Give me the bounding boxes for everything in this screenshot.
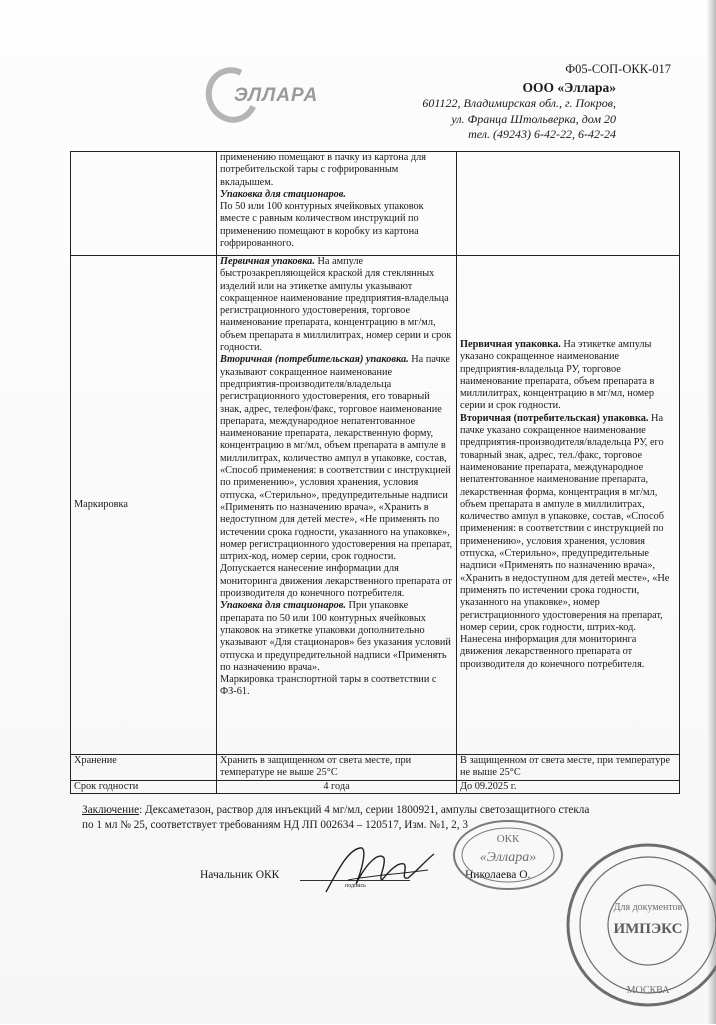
document-code: Ф05-СОП-ОКК-017 xyxy=(565,62,671,76)
cell-spec-packaging xyxy=(217,152,457,256)
table-row-packaging-cont xyxy=(71,152,680,256)
storage-result: В защищенном от света месте, при температуре не выше 25°С xyxy=(460,755,671,779)
storage-label: Хранение xyxy=(74,755,117,766)
result-primary-text: На этикетке ампулы указано сокращенное наименование предприятия-владельца РУ, торговое наименование препарата, объем препарата в миллилитрах, концентрацию в мг/мл, номер серии и срок годности. xyxy=(460,338,655,412)
cell-label-shelf-life xyxy=(71,780,217,793)
svg-text:ОКК: ОКК xyxy=(496,833,520,845)
spec-packaging-text: применению помещают в пачку из картона для потребительской тары с гофрированным вкладышем. xyxy=(220,152,427,188)
result-monitoring-text: Нанесена информация для мониторинга движения лекарственного препарата от производителя до конечного потребителя. xyxy=(460,634,645,670)
svg-text:Для документов: Для документов xyxy=(613,902,683,913)
cell-spec-marking xyxy=(217,256,457,755)
company-phone: тел. (49243) 6-42-22, 6-42-24 xyxy=(468,127,616,141)
result-secondary-title: Вторичная (потребительская) упаковка. xyxy=(460,412,649,424)
cell-result-shelf-life xyxy=(457,780,680,793)
company-logo xyxy=(200,63,320,118)
signatory-name: Николаева О. xyxy=(465,869,531,881)
spec-stationary-title: Упаковка для стационаров. xyxy=(220,188,346,200)
cell-label-empty xyxy=(71,152,217,256)
storage-spec: Хранить в защищенном от света месте, при температуре не выше 25°С xyxy=(220,755,412,779)
table-row-shelf-life xyxy=(71,780,680,793)
result-primary-title: Первичная упаковка. xyxy=(460,338,561,350)
spec-primary-text: На ампуле быстрозакрепляющейся краской для стеклянных изделий или на этикетке ампулы указывают сокращенное наименование предприятия-владельца регистрационного удостоверения, торговое наименование препарата, концентрацию в мг/мл, объем препарата в миллилитрах, номер серии и срок годности. xyxy=(220,256,452,354)
spec-primary-title: Первичная упаковка. xyxy=(220,256,315,267)
signature-caption: подпись xyxy=(345,883,366,889)
spec-stationary-marking-text: При упаковке препарата по 50 или 100 контурных ячейковых упаковок на этикетке упаковки дополнительно указывают «Для стационаров» без указания условий отпуска и предупредительной надписи «Применять по назначению врача». xyxy=(220,600,451,673)
handwritten-signature xyxy=(318,840,438,900)
cell-result-packaging xyxy=(457,152,680,256)
cell-result-storage xyxy=(457,755,680,781)
svg-text:ИМПЭКС: ИМПЭКС xyxy=(613,921,683,937)
cell-label-storage xyxy=(71,755,217,781)
logo-text: ЭЛЛАРА xyxy=(234,85,319,106)
company-address-line-1: 601122, Владимирская обл., г. Покров, xyxy=(422,96,616,110)
signatory-position: Начальник ОКК xyxy=(200,869,280,881)
shelf-life-label: Срок годности xyxy=(74,780,139,792)
conclusion-text-2: по 1 мл № 25, соответствует требованиям НД ЛП 002634 – 120517, Изм. №1, 2, 3 xyxy=(82,819,468,831)
cell-label-marking xyxy=(71,256,217,755)
conclusion-label: Заключение xyxy=(82,804,140,816)
table-row-storage xyxy=(71,755,680,781)
spec-secondary-title: Вторичная (потребительская) упаковка. xyxy=(220,354,409,366)
company-round-seal xyxy=(548,815,716,1025)
specification-table xyxy=(70,151,680,794)
svg-text:«Эллара»: «Эллара» xyxy=(479,850,537,865)
result-secondary-text: На пачке указано сокращенное наименование предприятия-производителя/владельца РУ, его товарный знак, адрес, тел./факс, торговое наименование препарата, международное непатентованное наименование препарата, лекарственная форма, концентрация в мг/мл, объем препарата в ампуле в миллилитрах, количество ампул в упаковке, состав, «Способ применения: в соответствии с инструкцией по применению», условия хранения, условия отпуска, «Стерильно», предупредительные надписи «Применять по назначению врача», «Хранить в недоступном для детей месте», «Не применять по истечении срока годности, указанного на упаковке», номер регистрационного удостоверения на препарат, номер серии, срок годности, штрих-код. xyxy=(460,412,670,633)
spec-stationary-marking-title: Упаковка для стационаров. xyxy=(220,600,346,612)
table-row-marking xyxy=(71,256,680,755)
cell-result-marking xyxy=(457,256,680,755)
spec-transport-text: Маркировка транспортной тары в соответствии с ФЗ-61. xyxy=(220,674,437,698)
conclusion-text-1: : Дексаметазон, раствор для инъекций 4 мг/мл, серии 1800921, ампулы светозащитного стекла xyxy=(139,804,590,816)
spec-monitoring-text: Допускается нанесение информации для мониторинга движения лекарственного препарата от производителя до конечного потребителя. xyxy=(220,563,452,600)
marking-label: Маркировка xyxy=(74,498,128,510)
spec-secondary-text: На пачке указывают сокращенное наименование предприятия-производителя/владельца регистрационного удостоверения, его товарный знак, адрес, телефон/факс, торговое наименование препарата, международное непатентованное наименование препарата, лекарственную форму, концентрацию в мг/мл, объем препарата в ампуле в миллилитрах, количество ампул в упаковке, состав, «Способ применения: в соответствии с инструкцией по применению», условия хранения, условия отпуска, «Стерильно», предупредительные надписи «Применять по назначению врача», «Хранить в недоступном для детей месте», «Не применять по истечении срока годности, указанного на упаковке», номер регистрационного удостоверения на препарат, штрих-код, номер серии, срок годности. xyxy=(220,354,453,563)
cell-spec-storage xyxy=(217,755,457,781)
svg-text:МОСКВА: МОСКВА xyxy=(626,985,670,996)
company-address-line-2: ул. Франца Штольверка, дом 20 xyxy=(451,112,616,126)
shelf-life-result: До 09.2025 г. xyxy=(460,780,517,792)
company-name: ООО «Эллара» xyxy=(522,80,616,95)
cell-spec-shelf-life xyxy=(217,780,457,793)
spec-stationary-text: По 50 или 100 контурных ячейковых упаковок вместе с равным количеством инструкций по применению помещают в коробку из картона гофрированного. xyxy=(220,201,424,250)
shelf-life-spec: 4 года xyxy=(323,780,350,792)
